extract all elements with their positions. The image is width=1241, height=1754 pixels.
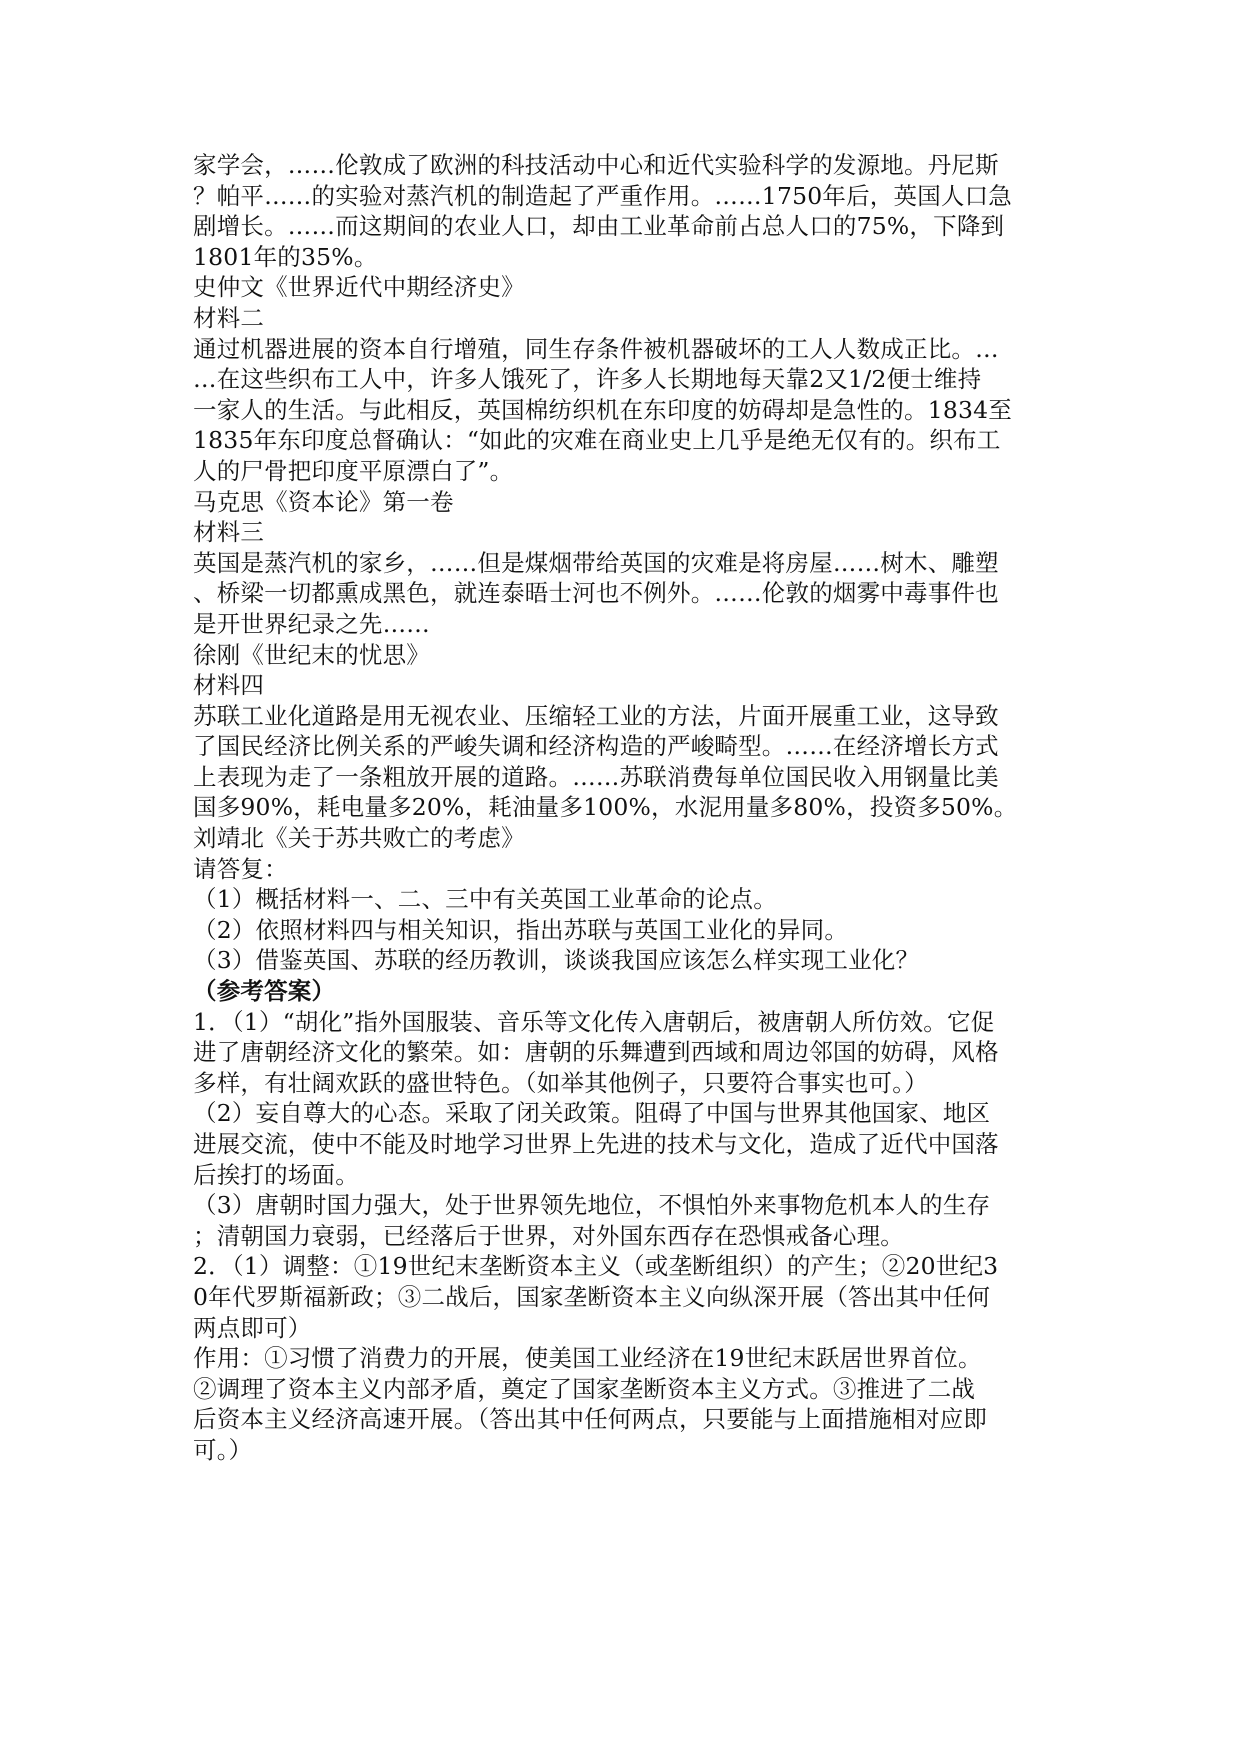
text-line: 作用：①习惯了消费力的开展，使美国工业经济在19世纪末跃居世界首位。 <box>193 1344 982 1373</box>
text-line: 1．（1）“胡化”指外国服装、音乐等文化传入唐朝后，被唐朝人所仿效。它促 <box>193 1007 995 1036</box>
text-line: 1801年的35%。 <box>193 242 378 271</box>
text-line: 1835年东印度总督确认：“如此的灾难在商业史上几乎是绝无仅有的。织布工 <box>193 426 1001 455</box>
text-line: ②调理了资本主义内部矛盾，奠定了国家垄断资本主义方式。③推进了二战 <box>193 1374 976 1403</box>
text-line: 苏联工业化道路是用无视农业、压缩轻工业的方法，片面开展重工业，这导致 <box>193 701 999 730</box>
text-line: 刘靖北《关于苏共败亡的考虑》 <box>193 824 525 853</box>
text-line: 材料三 <box>193 518 265 547</box>
text-line: ？帕平……的实验对蒸汽机的制造起了严重作用。……1750年后，英国人口急 <box>193 181 1013 210</box>
text-line: 家学会，……伦敦成了欧洲的科技活动中心和近代实验科学的发源地。丹尼斯 <box>193 151 999 179</box>
text-line: 英国是蒸汽机的家乡，……但是煤烟带给英国的灾难是将房屋……树木、雕塑 <box>193 548 999 577</box>
text-line: （3）借鉴英国、苏联的经历教训，谈谈我国应该怎么样实现工业化？ <box>193 946 920 975</box>
text-line: 多样，有壮阔欢跃的盛世特色。（如举其他例子，只要符合事实也可。） <box>193 1068 928 1097</box>
text-line: （2）妄自尊大的心态。采取了闭关政策。阻碍了中国与世界其他国家、地区 <box>193 1099 991 1128</box>
text-line: 一家人的生活。与此相反，英国棉纺织机在东印度的妨碍却是急性的。1834至 <box>193 395 1013 424</box>
text-line: 两点即可） <box>193 1313 312 1342</box>
text-line: 了国民经济比例关系的严峻失调和经济构造的严峻畸型。……在经济增长方式 <box>193 732 999 761</box>
text-line: 后挨打的场面。 <box>193 1160 359 1189</box>
text-line: …在这些织布工人中，许多人饿死了，许多人长期地每天靠2又1/2便士维持 <box>193 365 982 394</box>
text-line: 材料二 <box>193 303 265 332</box>
text-line: 进了唐朝经济文化的繁荣。如：唐朝的乐舞遭到西域和周边邻国的妨碍，风格 <box>193 1038 999 1067</box>
text-line: 进展交流，使中不能及时地学习世界上先进的技术与文化，造成了近代中国落 <box>193 1130 999 1158</box>
text-line: 通过机器进展的资本自行增殖，同生存条件被机器破坏的工人人数成正比。… <box>193 334 999 363</box>
text-line: ；清朝国力衰弱，已经落后于世界，对外国东西存在恐惧戒备心理。 <box>193 1221 904 1250</box>
text-line: 史仲文《世界近代中期经济史》 <box>193 273 525 302</box>
text-line: 0年代罗斯福新政；③二战后，国家垄断资本主义向纵深开展（答出其中任何 <box>193 1282 991 1311</box>
text-line: 可。） <box>193 1435 253 1464</box>
text-line: 材料四 <box>193 671 265 700</box>
text-line: 2．（1）调整：①19世纪末垄断资本主义（或垄断组织）的产生；②20世纪3 <box>193 1252 999 1281</box>
text-line: 请答复： <box>193 854 288 883</box>
text-line: （1）概括材料一、二、三中有关英国工业革命的论点。 <box>193 885 777 914</box>
text-line: 、桥梁一切都熏成黑色，就连泰晤士河也不例外。……伦敦的烟雾中毒事件也 <box>193 579 999 608</box>
text-line: 人的尸骨把印度平原漂白了”。 <box>193 456 514 485</box>
text-line: 剧增长。……而这期间的农业人口，却由工业革命前占总人口的75%，下降到 <box>193 212 1005 241</box>
text-line: 后资本主义经济高速开展。（答出其中任何两点，只要能与上面措施相对应即 <box>193 1405 988 1434</box>
document-page <box>193 150 1055 1466</box>
text-line: （3）唐朝时国力强大，处于世界领先地位，不惧怕外来事物危机本人的生存 <box>193 1191 991 1220</box>
text-line: （2）依照材料四与相关知识，指出苏联与英国工业化的异同。 <box>193 915 849 944</box>
text-line: 国多90%，耗电量多20%，耗油量多100%，水泥用量多80%，投资多50%。 <box>193 793 1018 822</box>
text-line: 是开世界纪录之先…… <box>193 609 430 638</box>
text-line: 上表现为走了一条粗放开展的道路。……苏联消费每单位国民收入用钢量比美 <box>193 762 999 791</box>
text-line: （参考答案） <box>193 977 336 1006</box>
text-line: 马克思《资本论》第一卷 <box>193 487 454 516</box>
text-line: 徐刚《世纪末的忧思》 <box>193 640 430 669</box>
